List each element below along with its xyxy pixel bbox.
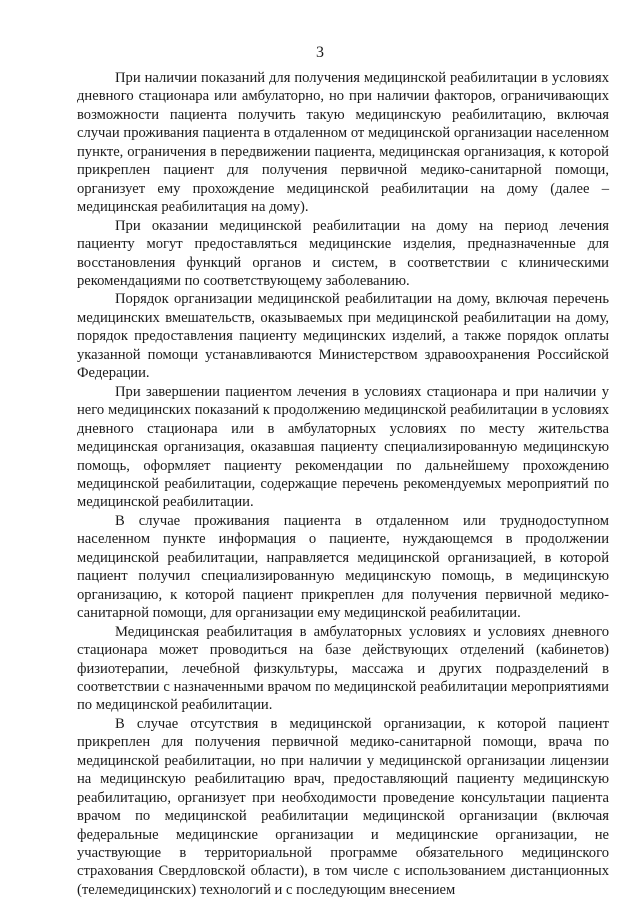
paragraph-home-rehabilitation-organization: При наличии показаний для получения медицинской реабилитации в условиях дневного стационара или амбулаторно, но при наличии факторов, ограничивающих возможности пациента получить такую медицинскую реабилитацию, включая случаи проживания пациента в отдаленном от медицинской организации населенном пункте, ограничения в передвижении пациента, медицинская организация, к которой прикреплен пациент для получения первичной медико-санитарной помощи, организует ему прохождение медицинской реабилитации на дому (далее – медицинская реабилитация на дому). [77,70,609,216]
paragraph-absence-of-rehab-doctor: В случае отсутствия в медицинской организации, к которой пациент прикреплен для получения первичной медико-санитарной помощи, врача по медицинской реабилитации, но при наличии у медицинской организации лицензии на медицинскую реабилитацию врач, предоставляющий пациенту медицинскую реабилитацию, организует при необходимости проведение консультации пациента врачом по медицинской реабилитации медицинской организации (включая федеральные медицинские организации и медицинские организации, не участвующие в территориальной программе обязательного медицинского страхования Свердловской области), в том числе с использованием дистанционных (телемедицинских) технологий и с последующим внесением [77,715,609,898]
paragraph-remote-settlement-info: В случае проживания пациента в отдаленном или труднодоступном населенном пункте информация о пациенте, нуждающемся в продолжении медицинской реабилитации, направляется медицинской организацией, в которой пациент получил специализированную медицинскую помощь, в медицинскую организацию, к которой пациент прикреплен для получения первичной медико-санитарной помощи, для организации ему медицинской реабилитации. [77,512,609,622]
paragraph-medical-devices: При оказании медицинской реабилитации на дому на период лечения пациенту могут предоставляться медицинские изделия, предназначенные для восстановления функций органов и систем, в соответствии с клиническими рекомендациями по соответствующему заболеванию. [77,217,609,289]
paragraph-outpatient-departments: Медицинская реабилитация в амбулаторных условиях и условиях дневного стационара может проводиться на базе действующих отделений (кабинетов) физиотерапии, лечебной физкультуры, массажа и других подразделений в соответствии с назначенными врачом по медицинской реабилитации мероприятиями по медицинской реабилитации. [77,623,609,714]
page-number: 3 [316,44,324,61]
paragraph-discharge-recommendations: При завершении пациентом лечения в условиях стационара и при наличии у него медицинских показаний к продолжению медицинской реабилитации в условиях дневного стационара или в амбулаторных условиях по месту жительства медицинская организация, оказавшая пациенту специализированную медицинскую помощь, оформляет пациенту рекомендации по дальнейшему прохождению медицинской реабилитации, содержащие перечень рекомендуемых мероприятий по медицинской реабилитации. [77,383,609,511]
paragraph-procedure-ministry: Порядок организации медицинской реабилитации на дому, включая перечень медицинских вмешательств, оказываемых при медицинской реабилитации на дому, порядок предоставления пациенту медицинских изделий, а также порядок оплаты указанной помощи устанавливаются Министерством здравоохранения Российской Федерации. [77,291,609,382]
document-body [77,69,609,899]
